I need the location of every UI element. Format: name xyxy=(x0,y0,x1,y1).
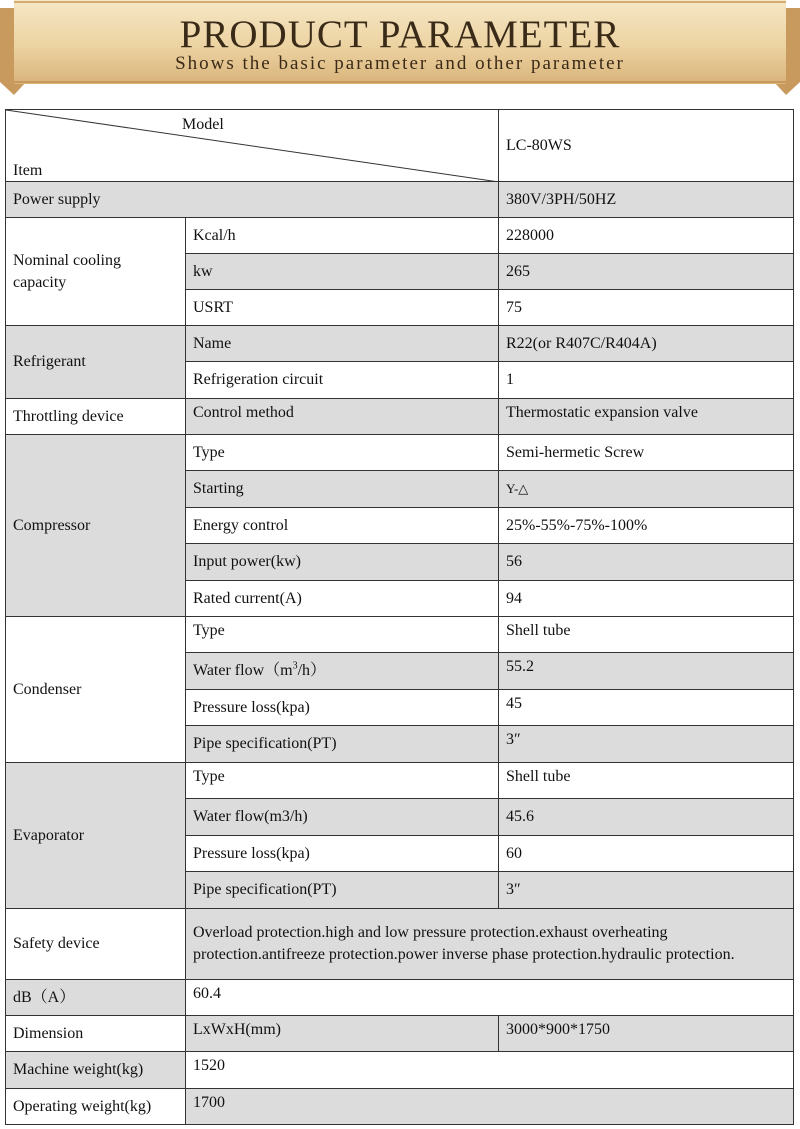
model-label: Model xyxy=(182,116,224,133)
model-value: LC-80WS xyxy=(499,110,794,182)
compressor-label: Compressor xyxy=(6,435,186,617)
banner-title: PRODUCT PARAMETER xyxy=(179,13,621,56)
power-supply-value: 380V/3PH/50HZ xyxy=(499,182,794,218)
water-flow-prefix: Water flow（m xyxy=(193,662,293,679)
refrigerant-row-value: 1 xyxy=(499,362,794,399)
model-item-header-cell xyxy=(6,110,499,182)
cooling-row-value: 265 xyxy=(499,254,794,290)
table-row xyxy=(6,763,794,799)
compressor-row-name: Input power(kw) xyxy=(186,544,499,581)
evaporator-row-value: 60 xyxy=(499,836,794,872)
compressor-row-name: Energy control xyxy=(186,508,499,544)
refrigerant-label: Refrigerant xyxy=(6,326,186,399)
table-row xyxy=(6,399,794,435)
item-label: Item xyxy=(13,162,43,179)
throttling-label: Throttling device xyxy=(6,399,186,435)
evaporator-row-value: 3″ xyxy=(499,872,794,909)
evaporator-row-name: Type xyxy=(186,763,499,799)
cooling-row-value: 228000 xyxy=(499,218,794,254)
throttling-row-name: Control method xyxy=(186,399,499,435)
condenser-row-value: 45 xyxy=(499,690,794,726)
compressor-row-value: 25%-55%-75%-100% xyxy=(499,508,794,544)
dimension-row-name: LxWxH(mm) xyxy=(186,1016,499,1052)
condenser-row-value: 3″ xyxy=(499,726,794,763)
nominal-cooling-label: Nominal cooling capacity xyxy=(6,218,186,326)
db-label: dB（A） xyxy=(6,980,186,1016)
table-row xyxy=(6,326,794,362)
evaporator-label: Evaporator xyxy=(6,763,186,909)
condenser-row-value: Shell tube xyxy=(499,617,794,653)
table-row xyxy=(6,1089,794,1125)
compressor-row-value: Semi-hermetic Screw xyxy=(499,435,794,471)
throttling-row-value: Thermostatic expansion valve xyxy=(499,399,794,435)
banner-subtitle: Shows the basic parameter and other parameter xyxy=(175,53,625,74)
cubic-superscript: 3 xyxy=(292,660,298,672)
table-row xyxy=(6,218,794,254)
diagonal-divider xyxy=(6,110,499,182)
table-row xyxy=(6,182,794,218)
table-row xyxy=(6,435,794,471)
header-banner xyxy=(0,0,800,96)
refrigerant-row-value: R22(or R407C/R404A) xyxy=(499,326,794,362)
cooling-row-name: Kcal/h xyxy=(186,218,499,254)
cooling-row-name: USRT xyxy=(186,290,499,326)
condenser-row-name: Type xyxy=(186,617,499,653)
condenser-row-value: 55.2 xyxy=(499,653,794,690)
evaporator-row-name: Pipe specification(PT) xyxy=(186,872,499,909)
cooling-row-name: kw xyxy=(186,254,499,290)
safety-device-label: Safety device xyxy=(6,909,186,980)
compressor-row-name: Starting xyxy=(186,471,499,508)
compressor-row-value: 94 xyxy=(499,581,794,617)
condenser-row-name: Pressure loss(kpa) xyxy=(186,690,499,726)
table-row xyxy=(6,980,794,1016)
operating-weight-label: Operating weight(kg) xyxy=(6,1089,186,1125)
table-row xyxy=(6,617,794,653)
cooling-row-value: 75 xyxy=(499,290,794,326)
condenser-row-name xyxy=(186,653,499,690)
operating-weight-value: 1700 xyxy=(186,1089,794,1125)
safety-device-value: Overload protection.high and low pressure protection.exhaust overheating protection.antifreeze protection.power inverse phase protection.hydraulic protection. xyxy=(186,909,794,980)
water-flow-suffix: /h） xyxy=(297,662,327,679)
compressor-row-name: Type xyxy=(186,435,499,471)
parameter-table xyxy=(5,109,794,1125)
evaporator-row-name: Water flow(m3/h) xyxy=(186,799,499,836)
dimension-row-value: 3000*900*1750 xyxy=(499,1016,794,1052)
table-row xyxy=(6,1016,794,1052)
refrigerant-row-name: Refrigeration circuit xyxy=(186,362,499,399)
compressor-row-value: 56 xyxy=(499,544,794,581)
machine-weight-label: Machine weight(kg) xyxy=(6,1052,186,1089)
refrigerant-row-name: Name xyxy=(186,326,499,362)
compressor-row-name: Rated current(A) xyxy=(186,581,499,617)
dimension-label: Dimension xyxy=(6,1016,186,1052)
table-row xyxy=(6,1052,794,1089)
evaporator-row-value: Shell tube xyxy=(499,763,794,799)
evaporator-row-name: Pressure loss(kpa) xyxy=(186,836,499,872)
compressor-row-value: Y-△ xyxy=(499,471,794,508)
condenser-label: Condenser xyxy=(6,617,186,763)
db-value: 60.4 xyxy=(186,980,794,1016)
table-row xyxy=(6,909,794,980)
evaporator-row-value: 45.6 xyxy=(499,799,794,836)
power-supply-label: Power supply xyxy=(6,182,499,218)
table-header-row xyxy=(6,110,794,182)
condenser-row-name: Pipe specification(PT) xyxy=(186,726,499,763)
machine-weight-value: 1520 xyxy=(186,1052,794,1089)
